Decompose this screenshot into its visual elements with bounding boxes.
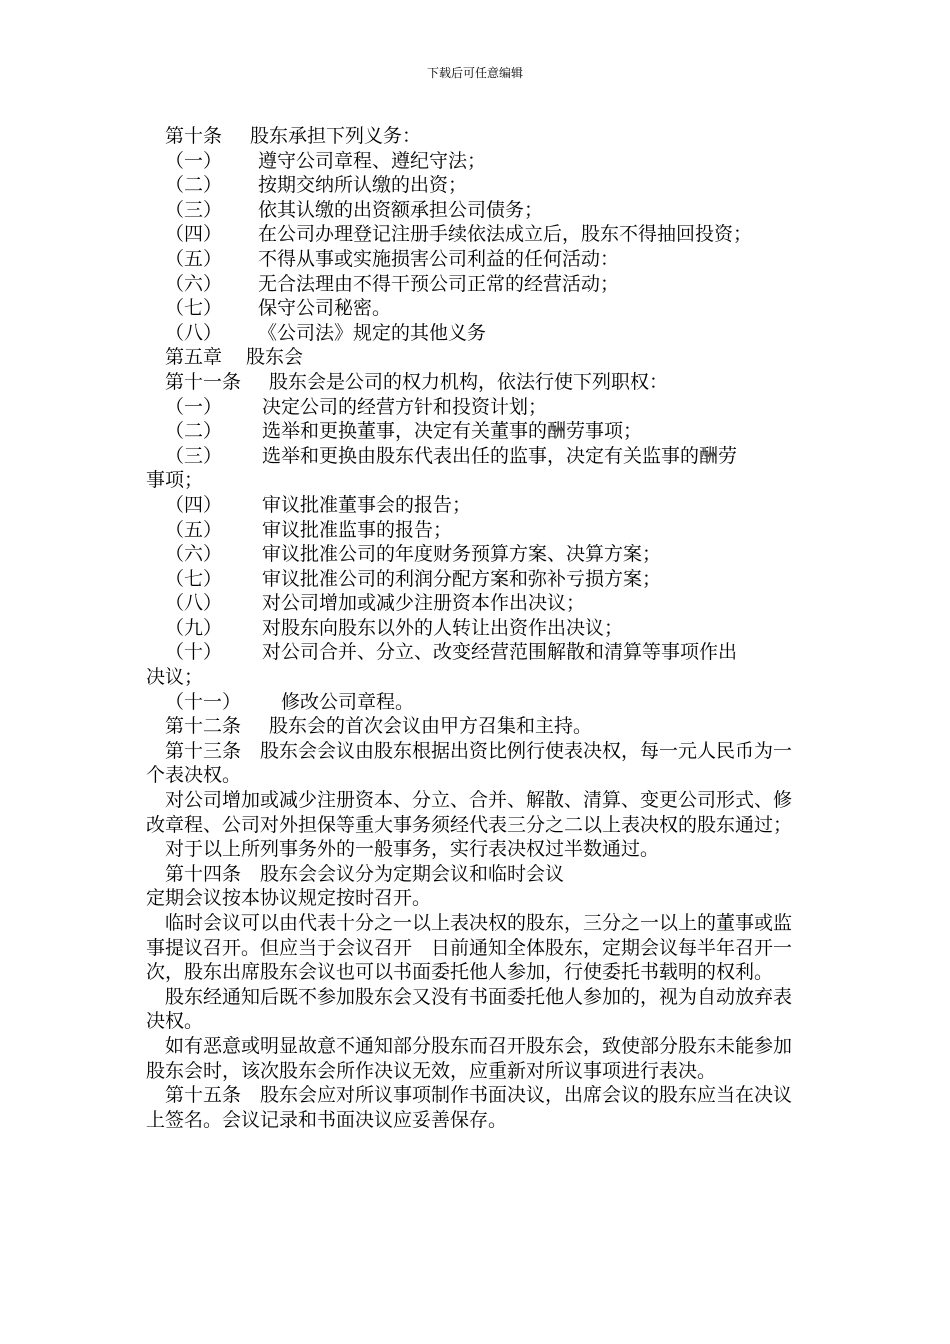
- paragraph: 股东经通知后既不参加股东会又没有书面委托他人参加的，视为自动放弃表决权。: [146, 985, 793, 1033]
- clause-line: [146, 321, 796, 346]
- clause-line: [146, 444, 796, 469]
- clause-text: 决议；: [146, 666, 204, 689]
- clause-number: （四）: [165, 493, 223, 516]
- document-body: [146, 124, 796, 1132]
- clause-number: 第十条: [165, 125, 223, 147]
- clause-text: 股东会: [246, 346, 304, 369]
- clause-text: 股东会是公司的权力机构，依法行使下列职权：: [269, 370, 669, 393]
- clause-line: [146, 542, 796, 567]
- clause-line: [146, 395, 796, 420]
- clause-number: （四）: [165, 223, 223, 246]
- clause-text: 审议批准公司的利润分配方案和弥补亏损方案；: [262, 567, 662, 590]
- clause-number: （七）: [165, 297, 223, 320]
- clause-number: （三）: [165, 198, 223, 221]
- clause-number: （六）: [165, 543, 223, 566]
- paragraph: 对于以上所列事务外的一般事务，实行表决权过半数通过。: [165, 838, 660, 861]
- clause-number: （六）: [165, 272, 223, 295]
- clause-text: 选举和更换由股东代表出任的监事，决定有关监事的酬劳: [262, 444, 738, 467]
- clause-text: 股东会的首次会议由甲方召集和主持。: [269, 715, 593, 738]
- clause-number: （一）: [165, 395, 223, 418]
- clause-text: 在公司办理登记注册手续依法成立后，股东不得抽回投资；: [258, 223, 753, 246]
- clause-text: 对股东向股东以外的人转让出资作出决议；: [262, 616, 624, 639]
- clause-text: 审议批准董事会的报告；: [262, 493, 472, 516]
- clause-line: [146, 296, 796, 321]
- clause-number: （十）: [165, 641, 223, 664]
- clause-line: [146, 222, 796, 247]
- clause-number: 第五章: [165, 346, 223, 369]
- clause-line: [146, 124, 796, 149]
- page-header-note: 下载后可任意编辑: [426, 66, 523, 80]
- paragraph: 如有恶意或明显故意不通知部分股东而召开股东会，致使部分股东未能参加股东会时，该次股东会所作决议无效，应重新对所议事项进行表决。: [146, 1034, 793, 1082]
- clause-paragraphs-2: [146, 911, 796, 1132]
- clause-text: 选举和更换董事，决定有关董事的酬劳事项；: [262, 420, 643, 443]
- clause-line: [146, 640, 796, 665]
- clause-number: （七）: [165, 567, 223, 590]
- clause-lines: [146, 124, 796, 739]
- paragraph: 第十三条 股东会会议由股东根据出资比例行使表决权，每一元人民币为一个表决权。: [146, 739, 793, 787]
- clause-line: [146, 345, 796, 370]
- clause-number: （一）: [165, 149, 223, 172]
- clause-line: [146, 493, 796, 518]
- plain-line: 定期会议按本协议规定按时召开。: [146, 887, 432, 910]
- clause-line: [146, 272, 796, 297]
- clause-text: 事项；: [146, 469, 204, 492]
- clause-text: 对公司合并、分立、改变经营范围解散和清算等事项作出: [262, 641, 738, 664]
- clause-text: 无合法理由不得干预公司正常的经营活动；: [258, 272, 620, 295]
- clause-number: 第十二条: [165, 715, 242, 738]
- clause-line: [146, 173, 796, 198]
- clause-number: （十一）: [165, 690, 242, 713]
- clause-number: （九）: [165, 616, 223, 639]
- clause-line: [146, 419, 796, 444]
- clause-line: [146, 198, 796, 223]
- paragraph: 临时会议可以由代表十分之一以上表决权的股东，三分之一以上的董事或监事提议召开。但应当于会议召开 日前通知全体股东，定期会议每半年召开一次，股东出席股东会议也可以书面委托他人参加，行使委托书载明的权利。: [146, 912, 793, 984]
- clause-number: （八）: [165, 592, 223, 615]
- clause-line: [146, 247, 796, 272]
- paragraph: 对公司增加或减少注册资本、分立、合并、解散、清算、变更公司形式、修改章程、公司对外担保等重大事务须经代表三分之二以上表决权的股东通过；: [146, 789, 793, 836]
- paragraph: 第十四条 股东会会议分为定期会议和临时会议: [165, 862, 565, 885]
- clause-text: 不得从事或实施损害公司利益的任何活动：: [258, 247, 620, 270]
- clause-paragraphs: [146, 739, 796, 887]
- clause-line: [146, 518, 796, 543]
- clause-text: 修改公司章程。: [281, 690, 415, 713]
- paragraph: 第十五条 股东会应对所议事项制作书面决议，出席会议的股东应当在决议上签名。会议记录和书面决议应妥善保存。: [146, 1084, 793, 1131]
- clause-line: [146, 567, 796, 592]
- clause-number: 第十一条: [165, 370, 242, 393]
- clause-number: （二）: [165, 174, 223, 197]
- clause-line: [146, 468, 796, 493]
- clause-number: （五）: [165, 247, 223, 270]
- clause-text: 《公司法》规定的其他义务: [258, 321, 487, 344]
- clause-line: [146, 690, 796, 715]
- clause-text: 决定公司的经营方针和投资计划；: [262, 395, 548, 418]
- clause-line: [146, 665, 796, 690]
- clause-line: [146, 714, 796, 739]
- clause-line: [146, 616, 796, 641]
- clause-number: （三）: [165, 444, 223, 467]
- clause-text: 保守公司秘密。: [258, 297, 392, 320]
- clause-text: 对公司增加或减少注册资本作出决议；: [262, 592, 586, 615]
- clause-number: （二）: [165, 420, 223, 443]
- clause-text: 审议批准公司的年度财务预算方案、决算方案；: [262, 543, 662, 566]
- clause-text: 股东承担下列义务：: [250, 125, 422, 147]
- clause-line: [146, 149, 796, 174]
- clause-number: （八）: [165, 321, 223, 344]
- clause-text: 依其认缴的出资额承担公司债务；: [258, 198, 544, 221]
- clause-text: 审议批准监事的报告；: [262, 518, 453, 541]
- clause-line: [146, 370, 796, 395]
- clause-text: 按期交纳所认缴的出资；: [258, 174, 468, 197]
- clause-number: （五）: [165, 518, 223, 541]
- clause-line: [146, 591, 796, 616]
- clause-text: 遵守公司章程、遵纪守法；: [258, 149, 487, 172]
